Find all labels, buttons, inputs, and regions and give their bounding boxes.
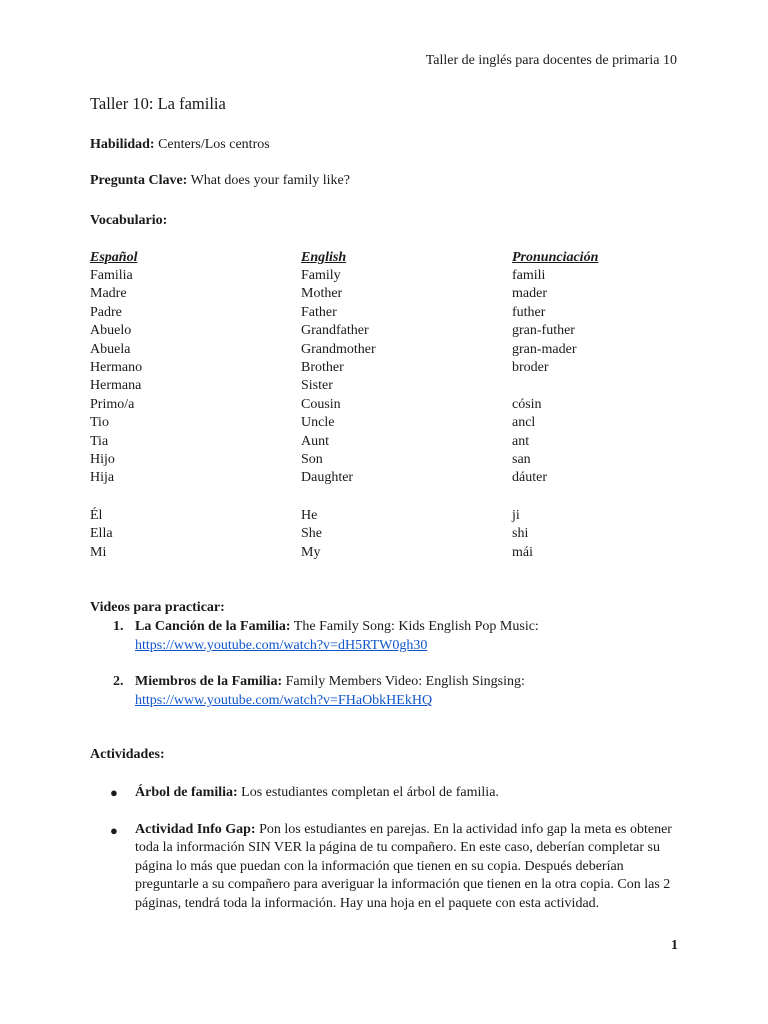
vocab-pronunciation: ancl (512, 415, 536, 430)
pregunta-label: Pregunta Clave: (90, 173, 188, 188)
activity-text (135, 821, 680, 913)
habilidad-label: Habilidad: (90, 137, 155, 152)
vocab-english: He (301, 508, 318, 523)
video-link[interactable]: https://www.youtube.com/watch?v=FHaObkHEkHQ (135, 693, 433, 708)
vocab-english: Son (301, 452, 323, 467)
vocab-english: My (301, 545, 321, 560)
vocab-spanish: Padre (90, 305, 122, 320)
vocab-spanish: Hermano (90, 360, 143, 375)
activity-text (135, 784, 680, 802)
habilidad-value: Centers/Los centros (154, 137, 270, 152)
activities-heading: Actividades: (90, 747, 165, 762)
vocab-pronunciation: mái (512, 545, 533, 560)
col-header-espanol: Español (90, 250, 138, 265)
vocab-spanish: Abuelo (90, 323, 132, 338)
vocab-english: Cousin (301, 397, 341, 412)
vocab-pronunciation: gran-mader (512, 342, 577, 357)
vocab-spanish: Tio (90, 415, 109, 430)
vocab-spanish: Abuela (90, 342, 131, 357)
vocab-english: Uncle (301, 415, 335, 430)
bullet-icon: ● (110, 823, 118, 838)
video-description: The Family Song: Kids English Pop Music: (290, 619, 539, 634)
vocab-spanish: Él (90, 508, 103, 523)
activity-description: Los estudiantes completan el árbol de familia. (237, 785, 499, 800)
vocab-spanish: Ella (90, 526, 113, 541)
vocab-spanish: Mi (90, 545, 107, 560)
vocab-pronunciation: san (512, 452, 531, 467)
video-label: Miembros de la Familia: (135, 674, 283, 689)
vocab-spanish: Tia (90, 434, 109, 449)
vocab-spanish: Hermana (90, 378, 142, 393)
vocab-pronunciation: ant (512, 434, 530, 449)
vocab-heading: Vocabulario: (90, 213, 168, 228)
vocab-english: Grandfather (301, 323, 369, 338)
video-title-line (135, 619, 539, 635)
video-link[interactable]: https://www.youtube.com/watch?v=dH5RTW0gh30 (135, 638, 428, 653)
vocab-spanish: Madre (90, 286, 127, 301)
activity-label: Árbol de familia: (135, 785, 238, 800)
vocab-pronunciation: ji (512, 508, 520, 523)
vocab-english: Father (301, 305, 337, 320)
vocab-pronunciation: futher (512, 305, 546, 320)
video-title-line (135, 674, 525, 690)
activity-label: Actividad Info Gap: (135, 822, 256, 837)
vocab-pronunciation: cósin (512, 397, 542, 412)
activity-description: Pon los estudiantes en parejas. En la actividad info gap la meta es obtener toda la información SIN VER la página de tu compañero. En este caso, deberían completar su página lo más que puedan con la información que tienen en su copia. Después deberían preguntarle a su compañero para averiguar la información que tienen en la otra copia. Con las 2 páginas, tendrá toda la información. Hay una hoja en el paquete con esta actividad. (135, 822, 672, 911)
video-description: Family Members Video: English Singsing: (282, 674, 525, 689)
video-number: 1. (113, 619, 124, 634)
col-header-english: English (301, 250, 347, 265)
vocab-pronunciation: gran-futher (512, 323, 575, 338)
vocab-english: Aunt (301, 434, 329, 449)
vocab-english: Sister (301, 378, 333, 393)
vocab-spanish: Primo/a (90, 397, 135, 412)
vocab-pronunciation: mader (512, 286, 547, 301)
bullet-icon: ● (110, 785, 118, 800)
col-header-pronunciacion: Pronunciación (512, 250, 599, 265)
vocab-english: Mother (301, 286, 343, 301)
videos-heading: Videos para practicar: (90, 600, 225, 615)
video-label: La Canción de la Familia: (135, 619, 291, 634)
video-number: 2. (113, 674, 124, 689)
vocab-pronunciation: dáuter (512, 470, 547, 485)
habilidad-line (90, 137, 270, 153)
vocab-spanish: Hija (90, 470, 115, 485)
vocab-english: Daughter (301, 470, 354, 485)
page-header: Taller de inglés para docentes de primaria 10 (425, 53, 677, 68)
vocab-spanish: Hijo (90, 452, 115, 467)
page-number: 1 (671, 938, 678, 953)
vocab-pronunciation: broder (512, 360, 549, 375)
vocab-english: Brother (301, 360, 344, 375)
pregunta-line (90, 173, 350, 189)
page-title: Taller 10: La familia (90, 94, 226, 113)
vocab-pronunciation: famili (512, 268, 546, 283)
pregunta-value: What does your family like? (187, 173, 350, 188)
vocab-english: She (301, 526, 322, 541)
vocab-pronunciation: shi (512, 526, 529, 541)
vocab-spanish: Familia (90, 268, 133, 283)
vocab-english: Grandmother (301, 342, 376, 357)
vocab-english: Family (301, 268, 341, 283)
